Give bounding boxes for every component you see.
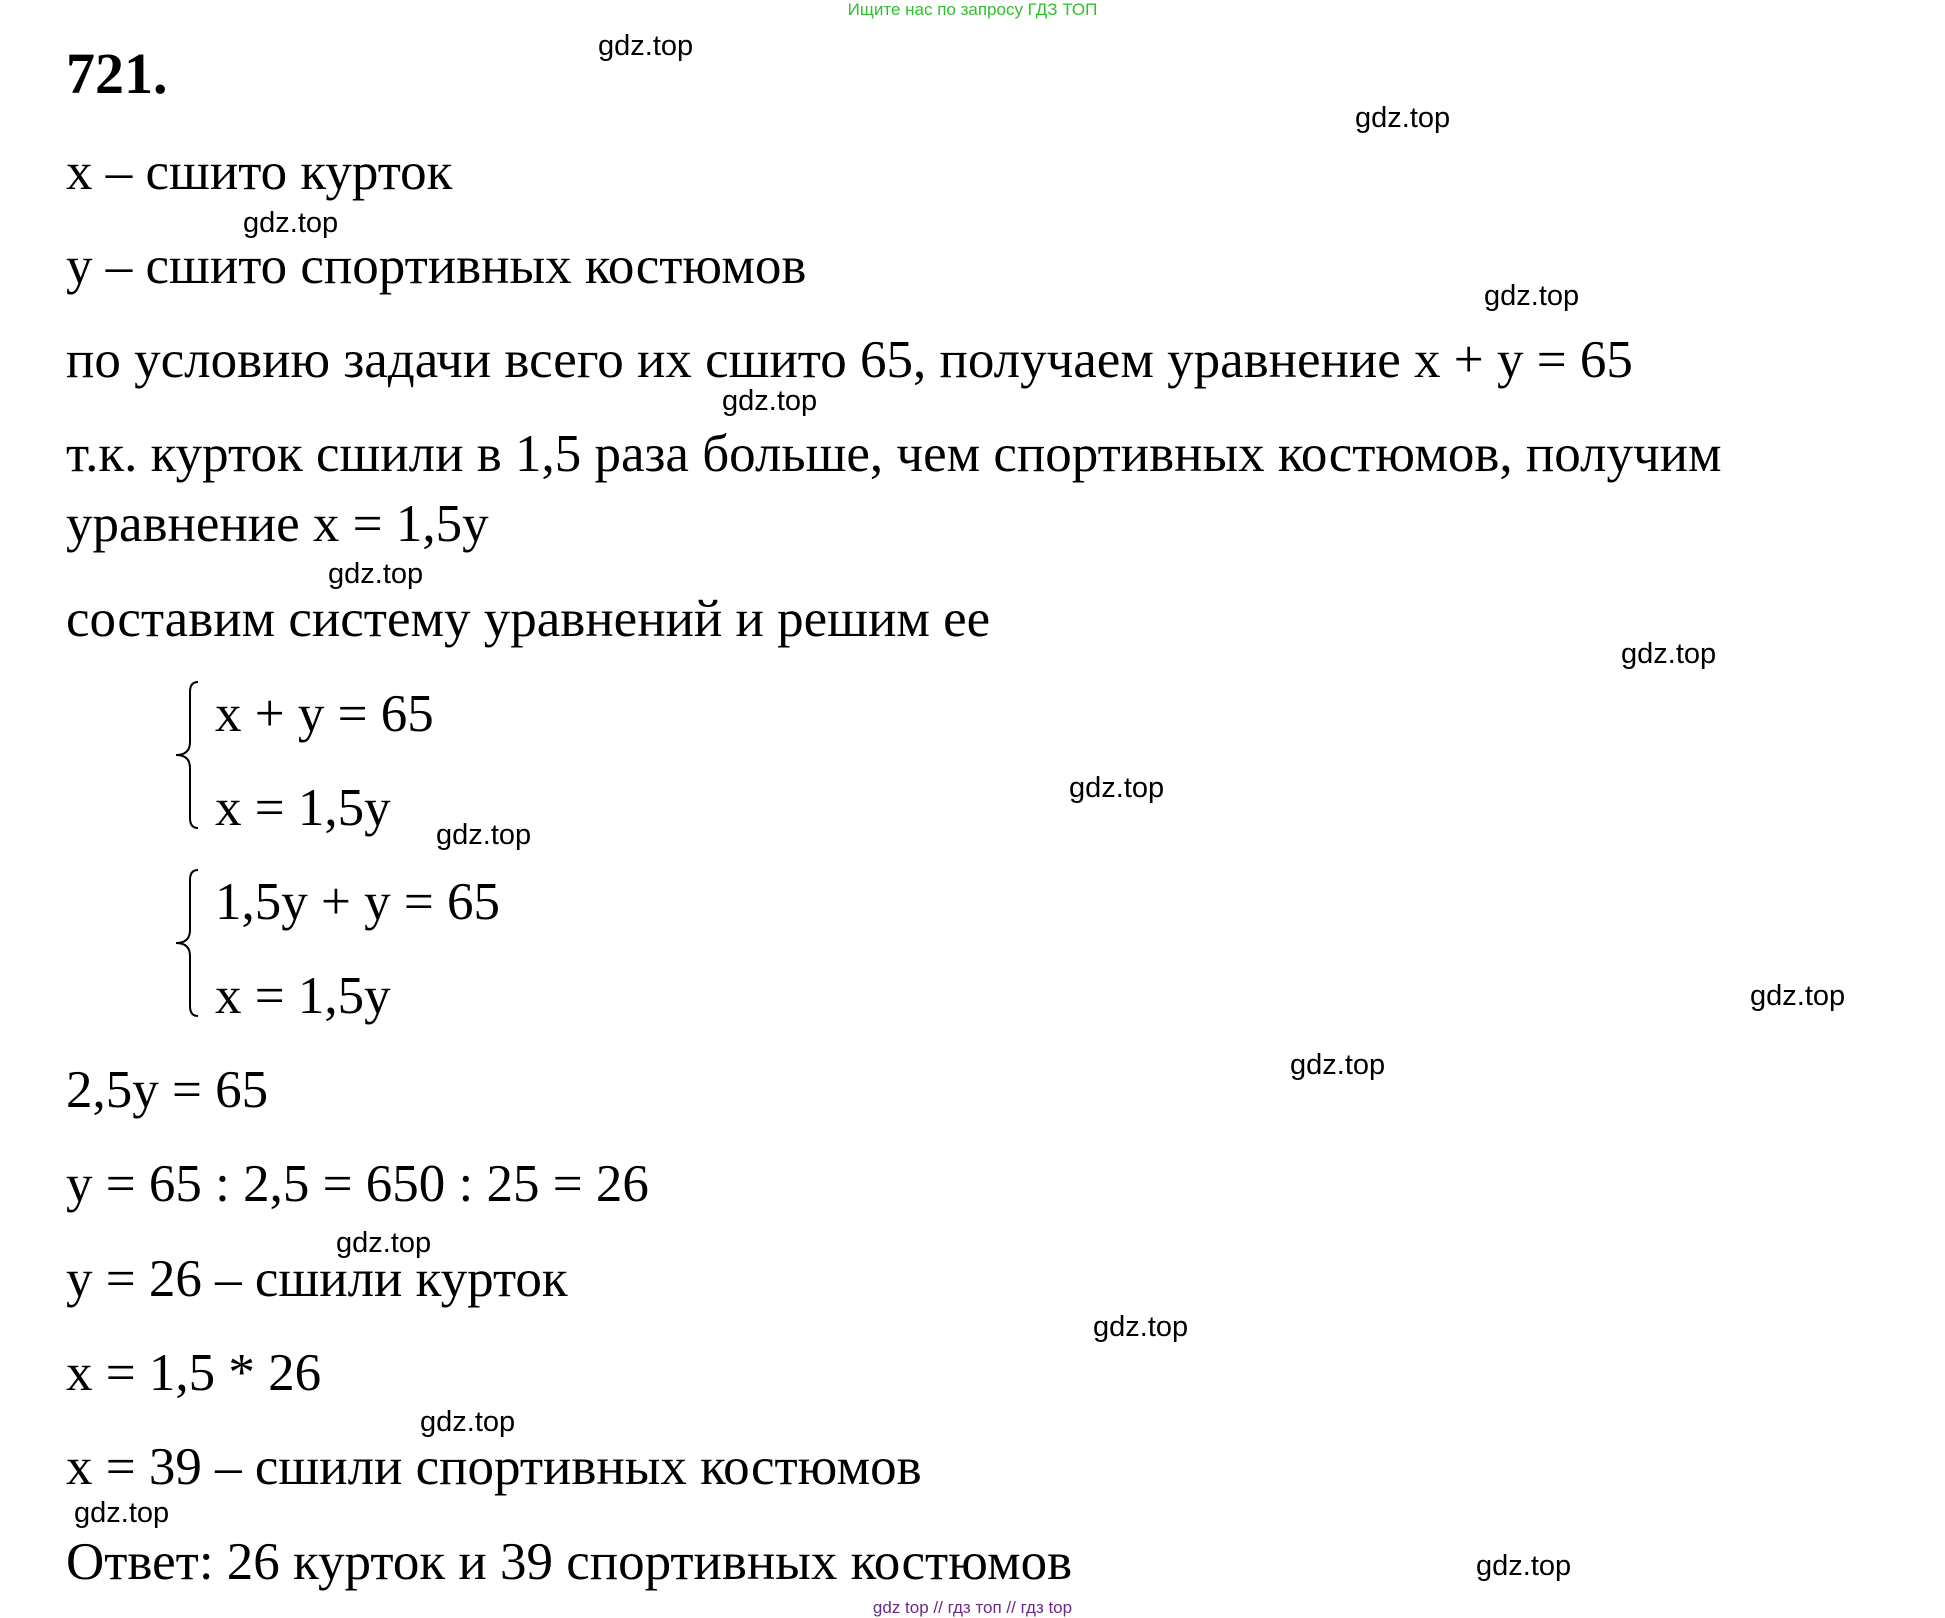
line-y-definition: y – сшито спортивных костюмов [66,237,807,295]
watermark: gdz.top [1484,280,1580,312]
watermark: gdz.top [722,385,818,417]
watermark: gdz.top [1290,1049,1386,1081]
system1-equation-2: x = 1,5y [215,779,391,837]
watermark: gdz.top [243,207,339,239]
watermark: gdz.top [336,1227,432,1259]
footer-links: gdz top // гдз топ // гдз top [872,1598,1073,1617]
watermark: gdz.top [436,819,532,851]
watermark: gdz.top [328,558,424,590]
line-condition-sum: по условию задачи всего их сшито 65, получаем уравнение x + y = 65 [66,331,1633,389]
line-compute-x: x = 1,5 * 26 [66,1344,322,1402]
system2-equation-1: 1,5y + y = 65 [215,873,501,931]
system2-equation-2: x = 1,5y [215,967,391,1025]
line-condition-ratio: т.к. курток сшили в 1,5 раза больше, чем спортивных костюмов, получим [66,425,1722,483]
watermark: gdz.top [1069,772,1165,804]
system1-equation-1: x + y = 65 [215,685,434,743]
line-solve-y: 2,5y = 65 [66,1061,269,1119]
line-compute-y: y = 65 : 2,5 = 650 : 25 = 26 [66,1155,649,1213]
top-banner: Ищите нас по запросу ГДЗ ТОП [847,0,1098,19]
watermark: gdz.top [1093,1311,1189,1343]
watermark: gdz.top [1476,1550,1572,1582]
answer-line: Ответ: 26 курток и 39 спортивных костюмов [66,1533,1073,1591]
line-make-system: составим систему уравнений и решим ее [66,590,991,648]
watermark: gdz.top [598,30,694,62]
system-brace-1 [168,680,204,830]
line-equation-ratio: уравнение x = 1,5y [66,495,489,553]
line-x-result: x = 39 – сшили спортивных костюмов [66,1438,922,1496]
watermark: gdz.top [1750,980,1846,1012]
watermark: gdz.top [1355,102,1451,134]
line-y-result: y = 26 – сшили курток [66,1250,568,1308]
watermark: gdz.top [1621,638,1717,670]
watermark: gdz.top [74,1497,170,1529]
problem-number: 721. [66,41,168,106]
line-x-definition: x – сшито курток [66,143,453,201]
watermark: gdz.top [420,1406,516,1438]
system-brace-2 [168,868,204,1018]
